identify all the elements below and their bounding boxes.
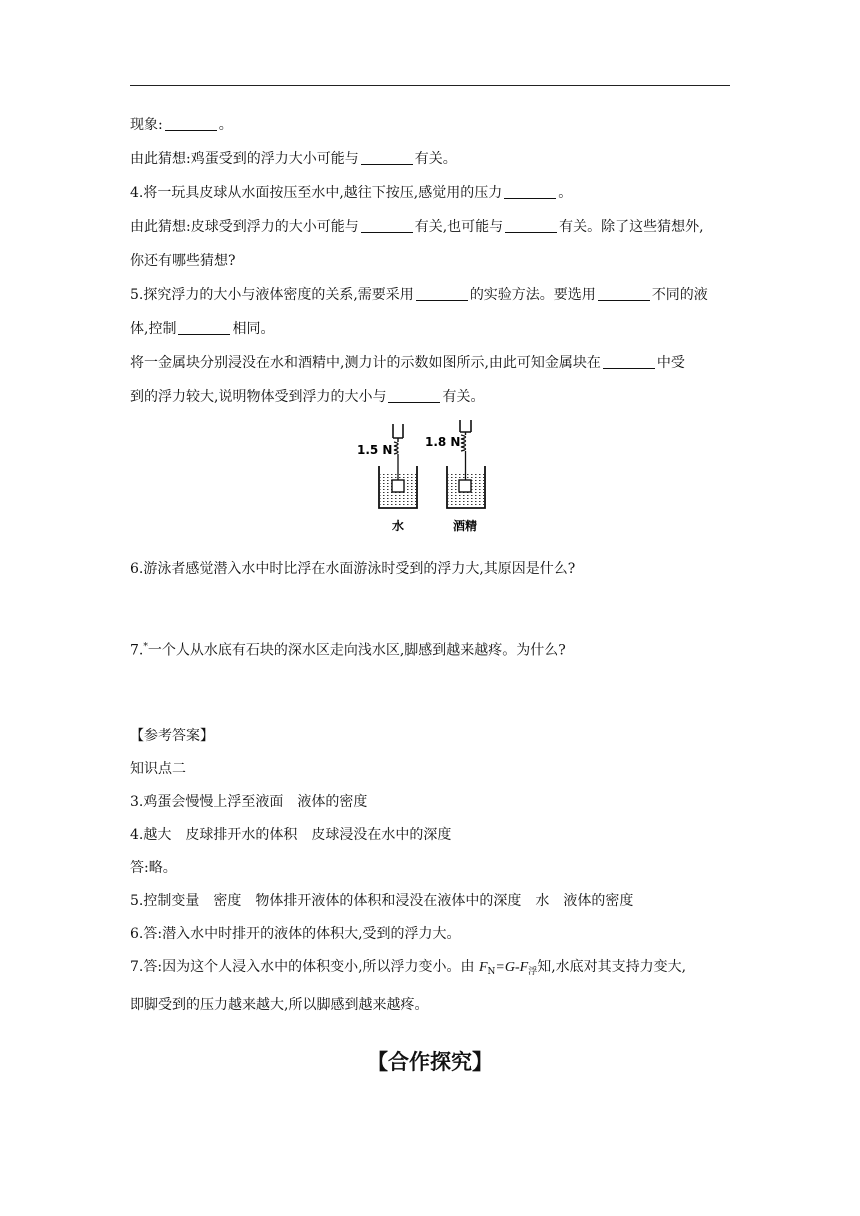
q5-line4: 到的浮力较大,说明物体受到浮力的大小与 有关。: [130, 389, 485, 405]
answer-4b: 答:略。: [130, 859, 177, 876]
blank: [505, 231, 557, 233]
answer-7-cont: 即脚受到的压力越来越大,所以脚感到越来越疼。: [130, 996, 429, 1013]
answer-5: 5.控制变量 密度 物体排开液体的体积和浸没在液体中的深度 水 液体的密度: [130, 892, 634, 909]
q5-line2: 体,控制 相同。: [130, 321, 275, 337]
document-body: [130, 108, 730, 1022]
blank: [165, 129, 217, 131]
q5-line3: 将一金属块分别浸没在水和酒精中,测力计的示数如图所示,由此可知金属块在 中受: [130, 355, 685, 371]
water-label: 水: [392, 519, 405, 533]
blank: [598, 299, 650, 301]
q7: 7.*一个人从水底有石块的深水区走向浅水区,脚感到越来越疼。为什么?: [130, 642, 566, 659]
blank: [504, 197, 556, 199]
answer-3: 3.鸡蛋会慢慢上浮至液面 液体的密度: [130, 793, 368, 810]
q4-guess-cont: 你还有哪些猜想?: [130, 253, 236, 269]
answer-7: 7.答:因为这个人浸入水中的体积变小,所以浮力变小。由 $F_N=G-F_浮$知,水底对其支持力变大,: [130, 958, 687, 977]
answer-heading: 【参考答案】: [130, 727, 214, 744]
q4-guess: 由此猜想:皮球受到浮力的大小可能与 有关,也可能与 有关。除了这些猜想外,: [130, 219, 704, 235]
blank: [603, 367, 655, 369]
spring-scale-diagram: [355, 420, 505, 548]
answer-section-label: 知识点二: [130, 760, 186, 777]
q4-text: 4.将一玩具皮球从水面按压至水中,越往下按压,感觉用的压力 。: [130, 185, 573, 201]
left-reading: 1.5 N: [357, 443, 393, 457]
section-title: 【合作探究】: [367, 1050, 493, 1074]
blank: [178, 333, 230, 335]
q6: 6.游泳者感觉潜入水中时比浮在水面游泳时受到的浮力大,其原因是什么?: [130, 561, 576, 577]
q3-guess: 由此猜想:鸡蛋受到的浮力大小可能与 有关。: [130, 151, 457, 167]
right-reading: 1.8 N: [425, 435, 461, 449]
alcohol-apparatus: [425, 420, 485, 533]
blank: [388, 401, 440, 403]
q5-line1: 5.探究浮力的大小与液体密度的关系,需要采用 的实验方法。要选用 不同的液: [130, 287, 708, 303]
answer-section: [130, 720, 730, 1022]
spring-scale-figure: [130, 420, 730, 550]
blank: [361, 231, 413, 233]
answer-6: 6.答:潜入水中时排开的液体的体积大,受到的浮力大。: [130, 925, 461, 942]
header-rule: [130, 85, 730, 86]
blank: [361, 163, 413, 165]
blank: [416, 299, 468, 301]
q3-phenomenon: 现象: 。: [130, 117, 233, 133]
answer-4: 4.越大 皮球排开水的体积 皮球浸没在水中的深度: [130, 826, 452, 843]
alcohol-label: 酒精: [453, 519, 478, 533]
water-apparatus: [357, 424, 417, 533]
